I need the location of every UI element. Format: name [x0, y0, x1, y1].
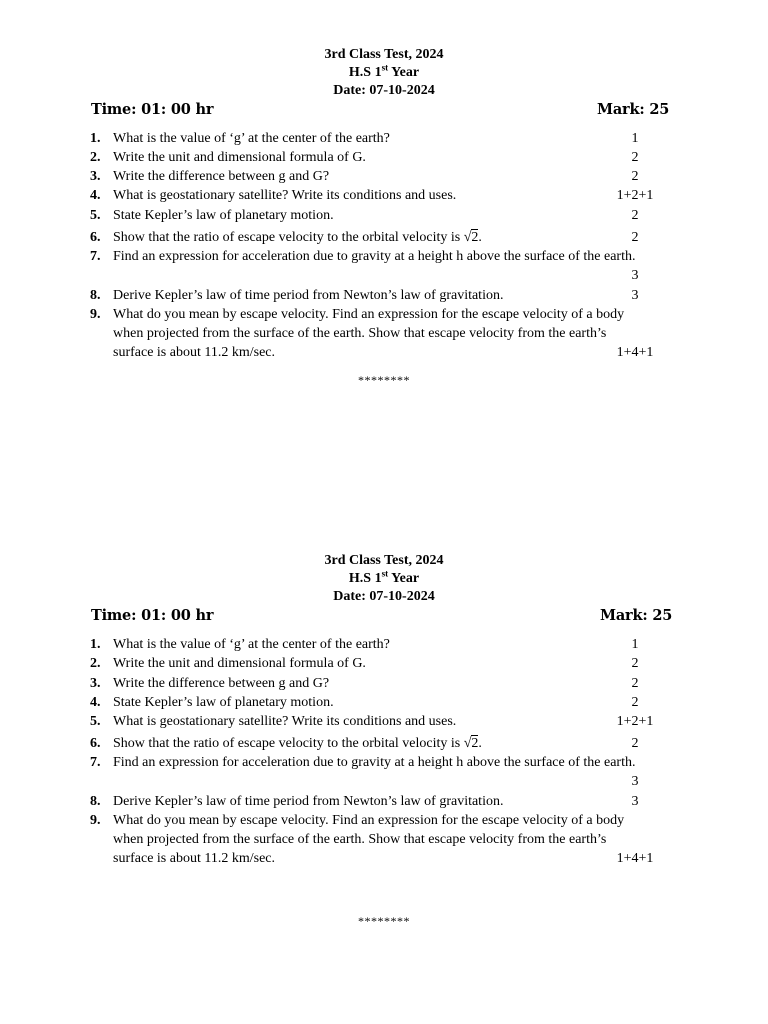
- question-row: [0, 186, 768, 205]
- question-marks: 1: [631, 637, 639, 652]
- question-row: [0, 811, 768, 830]
- question-number: 5.: [90, 208, 101, 223]
- question-row: [0, 206, 768, 225]
- radical-sign: √: [463, 736, 472, 751]
- question-number: 9.: [90, 307, 101, 322]
- question-text: State Kepler’s law of planetary motion.: [113, 208, 334, 223]
- question-row: [0, 228, 768, 247]
- question-text: when projected from the surface of the earth. Show that escape velocity from the earth’s: [113, 832, 607, 847]
- sqrt-expression: [464, 229, 479, 245]
- question-marks: 3: [631, 288, 639, 303]
- question-text: when projected from the surface of the earth. Show that escape velocity from the earth’s: [113, 326, 607, 341]
- paper-date: Date: 07-10-2024: [333, 83, 435, 98]
- question-number: 6.: [90, 736, 101, 751]
- question-text: Show that the ratio of escape velocity to the orbital velocity is √2.: [113, 230, 482, 245]
- question-marks-row: [0, 772, 768, 791]
- question-marks: 2: [631, 208, 639, 223]
- question-number: 1.: [90, 131, 101, 146]
- question-number: 3.: [90, 676, 101, 691]
- question-number: 5.: [90, 714, 101, 729]
- question-marks: 2: [631, 230, 639, 245]
- question-row: [0, 654, 768, 673]
- question-text: Write the difference between g and G?: [113, 169, 330, 184]
- question-text: surface is about 11.2 km/sec.: [113, 851, 275, 866]
- question-marks: 1+4+1: [616, 851, 654, 866]
- question-number: 4.: [90, 695, 101, 710]
- question-row: [0, 712, 768, 731]
- question-number: 8.: [90, 288, 101, 303]
- question-text: State Kepler’s law of planetary motion.: [113, 695, 334, 710]
- question-continuation: [0, 849, 768, 868]
- question-text: Find an expression for acceleration due to gravity at a height h above the surface of the earth.: [113, 249, 636, 264]
- question-text: Write the difference between g and G?: [113, 676, 330, 691]
- question-marks: 2: [631, 656, 639, 671]
- question-text: Find an expression for acceleration due to gravity at a height h above the surface of the earth.: [113, 755, 636, 770]
- question-number: 7.: [90, 249, 101, 264]
- question-marks: 2: [631, 695, 639, 710]
- paper-title: 3rd Class Test, 2024: [324, 553, 444, 568]
- question-marks: 2: [631, 676, 639, 691]
- question-number: 2.: [90, 656, 101, 671]
- question-text: What is geostationary satellite? Write its conditions and uses.: [113, 714, 457, 729]
- question-continuation: [0, 830, 768, 849]
- mark-label: Mark: 25: [597, 101, 670, 118]
- radicand: 2: [471, 230, 479, 245]
- question-marks: 3: [631, 794, 639, 809]
- class-year: H.S 1st Year: [348, 62, 420, 80]
- question-number: 1.: [90, 637, 101, 652]
- radical-sign: √: [463, 230, 472, 245]
- question-text: Write the unit and dimensional formula of G.: [113, 656, 366, 671]
- question-continuation: [0, 343, 768, 362]
- question-text: What is geostationary satellite? Write its conditions and uses.: [113, 188, 457, 203]
- end-separator: ********: [358, 914, 410, 928]
- question-number: 4.: [90, 188, 101, 203]
- question-text: What do you mean by escape velocity. Find an expression for the escape velocity of a body: [113, 813, 625, 828]
- question-marks: 1+2+1: [616, 188, 654, 203]
- question-marks: 2: [631, 736, 639, 751]
- question-row: [0, 305, 768, 324]
- question-text: Write the unit and dimensional formula of G.: [113, 150, 366, 165]
- question-text: Derive Kepler’s law of time period from Newton’s law of gravitation.: [113, 288, 504, 303]
- question-row: [0, 734, 768, 753]
- question-number: 7.: [90, 755, 101, 770]
- question-row: [0, 286, 768, 305]
- sqrt-expression: [464, 735, 479, 751]
- question-row: [0, 148, 768, 167]
- time-label: Time: 01: 00 hr: [91, 101, 214, 118]
- time-label: Time: 01: 00 hr: [91, 607, 214, 624]
- question-marks: 1+2+1: [616, 714, 654, 729]
- question-marks: 2: [631, 169, 639, 184]
- question-marks: 3: [631, 268, 639, 283]
- question-row: [0, 635, 768, 654]
- question-text: Show that the ratio of escape velocity to the orbital velocity is √2.: [113, 736, 482, 751]
- question-marks: 2: [631, 150, 639, 165]
- class-year: H.S 1st Year: [348, 568, 420, 586]
- question-row: [0, 753, 768, 772]
- question-row: [0, 167, 768, 186]
- question-text: What is the value of ‘g’ at the center of the earth?: [113, 637, 390, 652]
- question-row: [0, 693, 768, 712]
- paper-title: 3rd Class Test, 2024: [324, 47, 444, 62]
- mark-label: Mark: 25: [600, 607, 673, 624]
- question-number: 8.: [90, 794, 101, 809]
- question-text: What do you mean by escape velocity. Find an expression for the escape velocity of a body: [113, 307, 625, 322]
- question-number: 3.: [90, 169, 101, 184]
- question-row: [0, 129, 768, 148]
- question-marks: 3: [631, 774, 639, 789]
- paper-date: Date: 07-10-2024: [333, 589, 435, 604]
- question-text: surface is about 11.2 km/sec.: [113, 345, 275, 360]
- question-number: 9.: [90, 813, 101, 828]
- question-number: 6.: [90, 230, 101, 245]
- radicand: 2: [471, 736, 479, 751]
- question-text: Derive Kepler’s law of time period from Newton’s law of gravitation.: [113, 794, 504, 809]
- question-row: [0, 247, 768, 266]
- question-marks-row: [0, 266, 768, 285]
- question-marks: 1+4+1: [616, 345, 654, 360]
- question-row: [0, 674, 768, 693]
- question-number: 2.: [90, 150, 101, 165]
- question-row: [0, 792, 768, 811]
- question-marks: 1: [631, 131, 639, 146]
- question-continuation: [0, 324, 768, 343]
- question-text: What is the value of ‘g’ at the center of the earth?: [113, 131, 390, 146]
- end-separator: ********: [358, 373, 410, 387]
